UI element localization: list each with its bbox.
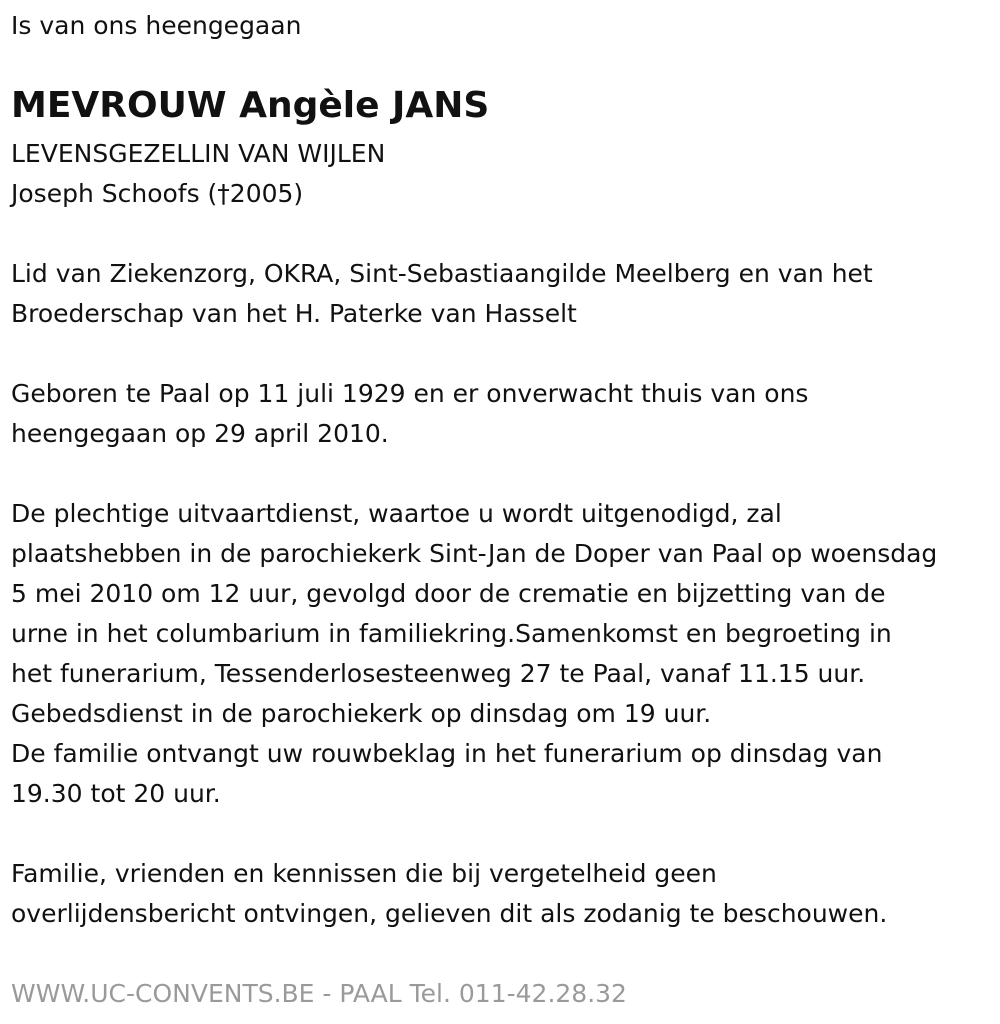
partner-line: LEVENSGEZELLIN VAN WIJLEN <box>11 139 386 168</box>
family-note-line: Familie, vrienden en kennissen die bij vergetelheid geen <box>11 859 717 888</box>
funeral-home-footer: WWW.UC-CONVENTS.BE - PAAL Tel. 011-42.28.32 <box>11 979 627 1008</box>
partner-block <box>11 134 385 214</box>
family-note-line: overlijdensbericht ontvingen, gelieven dit als zodanig te beschouwen. <box>11 899 888 928</box>
birth-death-line: heengegaan op 29 april 2010. <box>11 419 389 448</box>
partner-line: Joseph Schoofs (†2005) <box>11 179 304 208</box>
birth-death-line: Geboren te Paal op 11 juli 1929 en er onverwacht thuis van ons <box>11 379 809 408</box>
deceased-name: MEVROUW Angèle JANS <box>11 85 490 126</box>
service-paragraph <box>11 494 937 814</box>
membership-paragraph <box>11 254 873 334</box>
service-line: De plechtige uitvaartdienst, waartoe u wordt uitgenodigd, zal <box>11 499 782 528</box>
service-line: plaatshebben in de parochiekerk Sint-Jan de Doper van Paal op woensdag <box>11 539 938 568</box>
service-line: Gebedsdienst in de parochiekerk op dinsdag om 19 uur. <box>11 699 712 728</box>
service-line: het funerarium, Tessenderlosesteenweg 27 te Paal, vanaf 11.15 uur. <box>11 659 866 688</box>
service-line: 19.30 tot 20 uur. <box>11 779 221 808</box>
intro-text: Is van ons heengegaan <box>11 11 302 40</box>
service-line: urne in het columbarium in familiekring.Samenkomst en begroeting in <box>11 619 892 648</box>
membership-line: Broederschap van het H. Paterke van Hasselt <box>11 299 577 328</box>
birth-death-paragraph <box>11 374 808 454</box>
service-line: 5 mei 2010 om 12 uur, gevolgd door de crematie en bijzetting van de <box>11 579 886 608</box>
service-line: De familie ontvangt uw rouwbeklag in het funerarium op dinsdag van <box>11 739 883 768</box>
family-note-paragraph <box>11 854 887 934</box>
membership-line: Lid van Ziekenzorg, OKRA, Sint-Sebastiaangilde Meelberg en van het <box>11 259 873 288</box>
